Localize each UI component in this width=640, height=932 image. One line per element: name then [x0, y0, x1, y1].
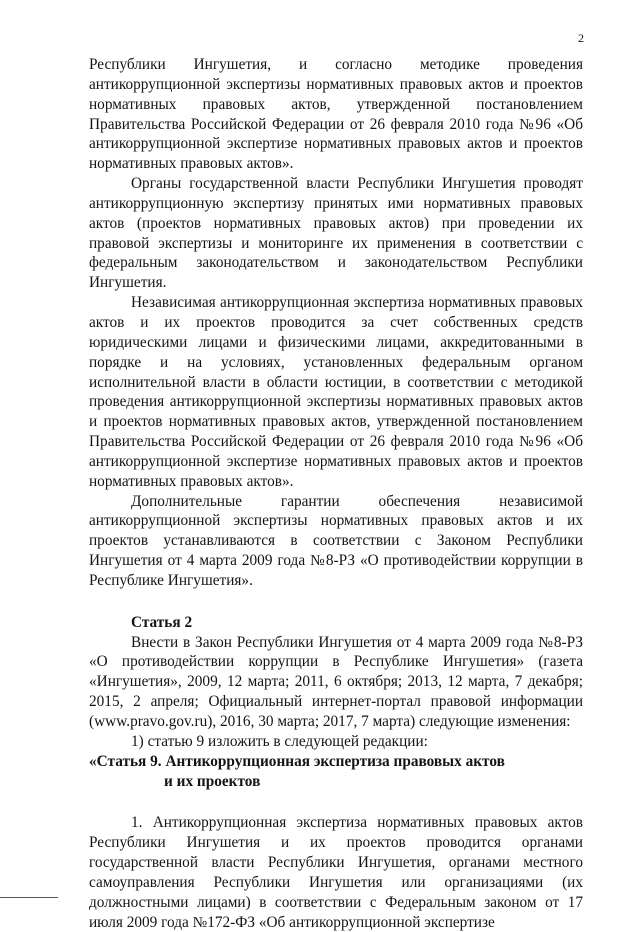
spacer — [89, 791, 583, 813]
article-intro: Внести в Закон Республики Ингушетия от 4 марта 2009 года №8-РЗ «О противодействии коррупции в Республике Ингушетия» (газета «Ингушетия», 2009, 12 марта; 2011, 6 октября; 2013, 12 марта, 7 декабря; 2015, 2 апреля; Официальный интернет-портал правовой информации (www.pravo.gov.ru), 2016, 30 марта; 2017, 7 марта) следующие изменения: — [89, 633, 583, 730]
article-title: Статья 2 — [131, 613, 193, 631]
paragraph-continuation: Республики Ингушетия, и согласно методике проведения антикоррупционной экспертизы нормативных правовых актов и проектов нормативных правовых актов, утвержденной постановлением Правительства Российской Федерации от 26 февраля 2010 года №96 «Об антикоррупционной экспертизе нормативных правовых актов и проектов нормативных правовых актов». — [89, 56, 583, 173]
spacer — [89, 591, 583, 613]
article-9-heading-line1: «Статья 9. Антикоррупционная экспертиза правовых актов — [89, 752, 505, 770]
document-body — [89, 55, 583, 932]
bottom-rule — [0, 897, 58, 898]
page-number: 2 — [578, 31, 584, 45]
paragraph-independent-expertise: Независимая антикоррупционная экспертиза нормативных правовых актов и их проектов проводится за счет собственных средств юридическими лицами и физическими лицами, аккредитованными в порядке и на условиях, установленных федеральным органом исполнительной власти в области юстиции, в соответствии с методикой проведения антикоррупционной экспертизы нормативных правовых актов и проектов нормативных правовых актов, утвержденной постановлением Правительства Российской Федерации от 26 февраля 2010 года №96 «Об антикоррупционной экспертизе нормативных правовых актов и проектов нормативных правовых актов». — [89, 294, 583, 490]
paragraph-state-bodies: Органы государственной власти Республики Ингушетия проводят антикоррупционную экспертизу принятых ими нормативных правовых актов (проектов нормативных правовых актов) при проведении их правовой экспертизы и мониторинге их применения в соответствии с федеральным законодательством и законодательством Республики Ингушетия. — [89, 175, 583, 292]
article-9-heading — [89, 752, 583, 792]
article-9-heading-line2: и их проектов — [164, 772, 261, 790]
item-1: 1) статью 9 изложить в следующей редакции: — [131, 732, 428, 750]
paragraph-additional-guarantees: Дополнительные гарантии обеспечения независимой антикоррупционной экспертизы нормативных правовых актов и их проектов устанавливаются в соответствии с Законом Республики Ингушетия от 4 марта 2009 года №8-РЗ «О противодействии коррупции в Республике Ингушетия». — [89, 492, 583, 589]
point-1: 1. Антикоррупционная экспертиза нормативных правовых актов Республики Ингушетия и их проектов проводится органами государственной власти Республики Ингушетия, органами местного самоуправления Республики Ингушетия или организациями (их должностными лицами) в соответствии с Федеральным законом от 17 июля 2009 года №172-ФЗ «Об антикоррупционной экспертизе — [89, 814, 583, 931]
